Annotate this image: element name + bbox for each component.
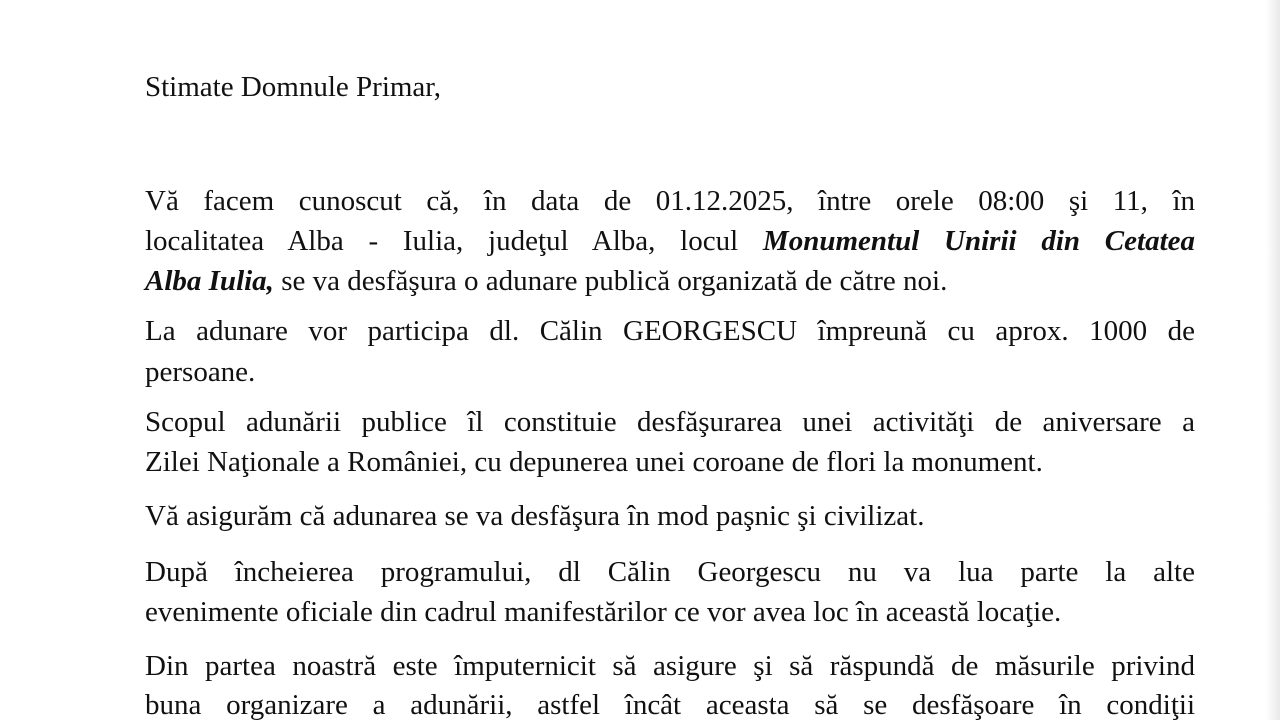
page-edge-shadow bbox=[1266, 0, 1280, 720]
paragraph-1-line-2-text: localitatea Alba - Iulia, judeţul Alba, locul bbox=[145, 225, 763, 257]
paragraph-3-line-2: Zilei Naţionale a României, cu depunerea unei coroane de flori la monument. bbox=[145, 446, 1043, 478]
location-emphasis-end: Alba Iulia, bbox=[145, 265, 274, 297]
paragraph-1-line-3-text: se va desfăşura o adunare publică organizată de către noi. bbox=[273, 265, 948, 297]
location-emphasis: Monumentul Unirii din Cetatea bbox=[762, 225, 1195, 257]
paragraph-6-line-1: Din partea noastră este împuternicit să asigure şi să răspundă de măsurile privind bbox=[145, 650, 1195, 682]
paragraph-2-line-2: persoane. bbox=[145, 356, 256, 388]
paragraph-5-line-1: După încheierea programului, dl Călin Georgescu nu va lua parte la alte bbox=[145, 556, 1195, 588]
paragraph-1-line-3 bbox=[145, 262, 1195, 300]
paragraph-1-line-1: Vă facem cunoscut că, în data de 01.12.2025, între orele 08:00 şi 11, în bbox=[145, 185, 1195, 217]
paragraph-5-line-2: evenimente oficiale din cadrul manifestărilor ce vor avea loc în această locaţie. bbox=[145, 596, 1062, 628]
paragraph-2-line-1: La adunare vor participa dl. Călin GEORGESCU împreună cu aprox. 1000 de bbox=[145, 315, 1195, 347]
paragraph-3-line-1: Scopul adunării publice îl constituie desfăşurarea unei activităţi de aniversare a bbox=[145, 406, 1195, 438]
salutation: Stimate Domnule Primar, bbox=[145, 71, 442, 103]
paragraph-4-line-1: Vă asigurăm că adunarea se va desfăşura în mod paşnic şi civilizat. bbox=[145, 500, 925, 532]
paragraph-1-line-2 bbox=[145, 222, 1195, 260]
paragraph-6-line-2: buna organizare a adunării, astfel încât aceasta să se desfăşoare în condiţii bbox=[145, 689, 1195, 721]
